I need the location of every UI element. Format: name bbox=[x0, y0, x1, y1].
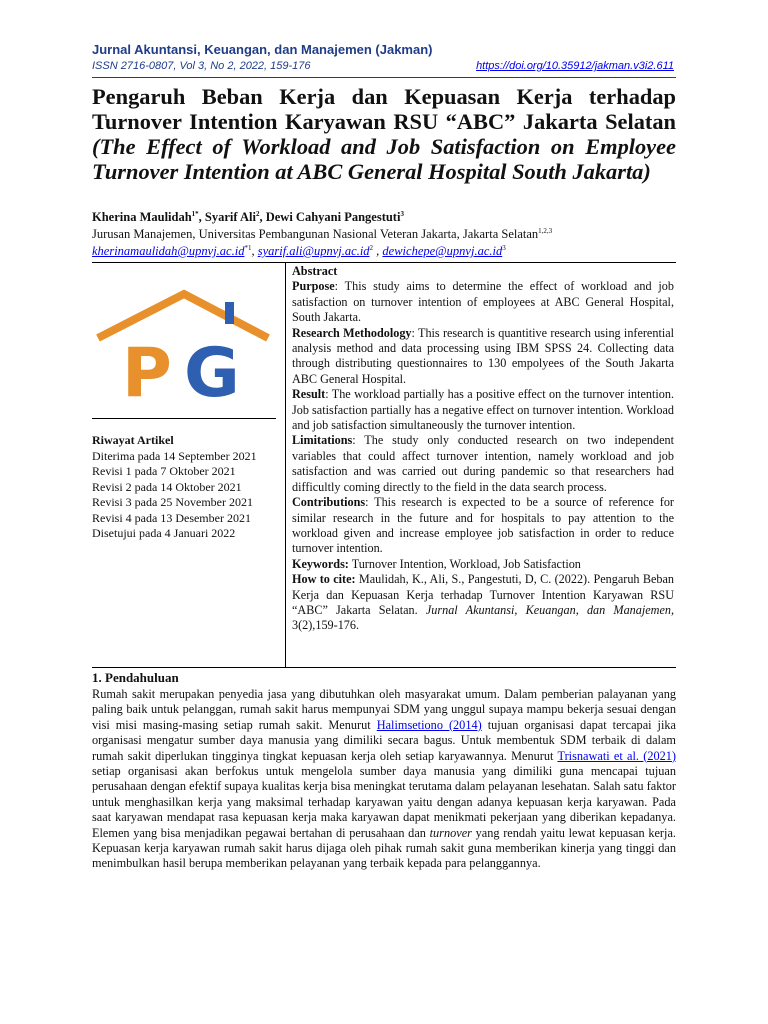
info-box-column-rule bbox=[285, 262, 286, 667]
text: : The study only conducted research on two independent variables that could affect turnover intention, namely workload and job satisfaction and was carried out during pandemic so that researchers had difficultly coming directly to the field in the data search process. bbox=[292, 433, 674, 494]
info-box-bottom-rule bbox=[92, 667, 676, 668]
affiliation-text: Jurusan Manajemen, Universitas Pembangunan Nasional Veteran Jakarta, Jakarta Selatan bbox=[92, 227, 539, 241]
info-box-top-rule bbox=[92, 262, 676, 263]
abstract-method bbox=[292, 326, 674, 388]
author-name: Dewi Cahyani Pangestuti bbox=[265, 210, 401, 224]
article-title bbox=[92, 84, 676, 184]
abstract-contributions bbox=[292, 495, 674, 557]
logo-letter-p: P bbox=[122, 334, 172, 404]
text: tujuan organisasi dapat tercapai jika organisasi mengatur sumber daya manusia yang dimiliki secara bagus. Untuk membentuk SDM terbaik di dalam rumah sakit diperlukan tingginya tingkat kepuasan kerja oleh setiap karyawannya. Menurut bbox=[92, 717, 676, 763]
text: yang rendah yaitu lewat kepuasan kerja. Kepuasan kerja karyawan rumah sakit harus dijaga oleh pihak rumah sakit guna memberikan kinerja yang tinggi dan menimbulkan hasil berupa memberikan pelayanan yang terbaik kepada para pelanggannya. bbox=[92, 825, 676, 871]
logo-divider bbox=[92, 418, 276, 419]
section-paragraph bbox=[92, 687, 676, 872]
cite-journal: Jurnal Akuntansi, Keuangan, dan Manajemen, bbox=[425, 602, 674, 617]
label: Limitations bbox=[292, 433, 353, 448]
text: Rumah sakit merupakan penyedia jasa yang dibutuhkan oleh masyarakat umum. Dalam pemberian palayanan yang paling baik untuk pelanggan, rumah sakit harus mempunyai SDM yang unggul supaya mampu bekerja sesuai dengan visi misi masing-masing setiap rumah sakit. Menurut bbox=[92, 687, 676, 732]
affiliation-sup: 1,2,3 bbox=[538, 226, 553, 235]
history-heading: Riwayat Artikel bbox=[92, 433, 174, 447]
journal-name: Jurnal Akuntansi, Keuangan, dan Manajemen (Jakman) bbox=[92, 42, 433, 57]
history-item: Diterima pada 14 September 2021 bbox=[92, 448, 257, 463]
abstract-keywords bbox=[292, 557, 674, 572]
email-link[interactable]: dewichepe@upnvj.ac.id bbox=[382, 244, 503, 258]
history-item: Disetujui pada 4 Januari 2022 bbox=[92, 526, 236, 540]
abstract-purpose bbox=[292, 279, 674, 325]
abstract-result bbox=[292, 387, 674, 433]
history-item: Revisi 2 pada 14 Oktober 2021 bbox=[92, 479, 242, 494]
citation-link[interactable]: Halimsetiono (2014) bbox=[376, 717, 482, 732]
author-sup: 1* bbox=[191, 209, 199, 218]
article-history bbox=[92, 433, 257, 542]
separator: , bbox=[259, 210, 266, 224]
text: : This study aims to determine the effect of workload and job satisfaction on turnover intention of employees at ABC General Hospital, South Jakarta. bbox=[292, 279, 674, 325]
label: Contributions bbox=[292, 495, 366, 510]
history-item: Revisi 1 pada 7 Oktober 2021 bbox=[92, 464, 236, 478]
author-name: Kherina Maulidah bbox=[92, 210, 192, 224]
separator: , bbox=[198, 210, 205, 224]
abstract-limitations bbox=[292, 433, 674, 495]
email-sup: 3 bbox=[502, 243, 506, 252]
history-item: Revisi 4 pada 13 Desember 2021 bbox=[92, 510, 251, 525]
email-link[interactable]: syarif.ali@upnvj.ac.id bbox=[257, 244, 370, 258]
email-sup: 2 bbox=[369, 243, 374, 252]
author-emails bbox=[92, 244, 506, 259]
separator: , bbox=[251, 244, 258, 258]
text: 3(2),159-176. bbox=[292, 618, 360, 633]
author-list bbox=[92, 210, 404, 225]
author-sup: 2 bbox=[255, 209, 260, 218]
citation-link[interactable]: Trisnawati et al. (2021) bbox=[557, 748, 677, 763]
abstract-citation bbox=[292, 572, 674, 634]
section-heading: 1. Pendahuluan bbox=[92, 670, 179, 685]
issn-volume-info: ISSN 2716-0807, Vol 3, No 2, 2022, 159-176 bbox=[92, 60, 311, 72]
journal-logo bbox=[92, 288, 276, 404]
text: : The workload partially has a positive effect on the turnover intention. Job satisfaction partially has a negative effect on turnover intention. Workload and job satisfaction simultaneously the turnover intention. bbox=[292, 387, 674, 433]
author-sup: 3 bbox=[400, 209, 404, 218]
separator: , bbox=[373, 244, 383, 258]
abstract-heading: Abstract bbox=[292, 264, 338, 278]
title-indonesian: Pengaruh Beban Kerja dan Kepuasan Kerja terhadap Turnover Intention Karyawan RSU “ABC” Jakarta Selatan bbox=[92, 84, 676, 134]
text: : This research is quantitive research using inferential analysis method and data processing using IBM SPSS 24. Collecting data through distributing questionnaires to 130 empolyees of the South Jakarta ABC General Hospital. bbox=[292, 325, 675, 386]
label: Keywords: bbox=[292, 556, 349, 571]
label: How to cite: bbox=[292, 572, 356, 587]
text: Maulidah, K., Ali, S., Pangestuti, D, C. (2022). Pengaruh Beban Kerja dan Kepuasan Kerja terhadap Turnover Intention Karyawan RSU “ABC” Jakarta Selatan. bbox=[292, 572, 674, 617]
title-english: (The Effect of Workload and Job Satisfaction on Employee Turnover Intention at ABC General Hospital South Jakarta) bbox=[92, 134, 676, 184]
doi-link[interactable]: https://doi.org/10.35912/jakman.v3i2.611 bbox=[476, 60, 674, 72]
email-sup: *1 bbox=[244, 243, 252, 252]
abstract bbox=[292, 264, 674, 634]
label: Result bbox=[292, 387, 326, 402]
emphasis: turnover bbox=[429, 825, 472, 840]
house-roof-icon bbox=[98, 294, 268, 338]
text: Turnover Intention, Workload, Job Satisfaction bbox=[348, 556, 581, 571]
affiliation bbox=[92, 227, 552, 242]
logo-letter-g: G bbox=[184, 334, 240, 404]
text: setiap organisasi akan berfokus untuk mengelola sumber daya manusia yang dimiliki guna mencapai tujuan perusahaan dengan efektif supaya kualitas kerja bisa meningkat terutama dalam pelayanan lesehatan. Salah satu faktor untuk menghasilkan kerja yang maksimal terhadap karyawan yaitu dengan adanya kepuasan kerja karyawan. Pada saat karyawan mendapat rasa kepuasan kerja maka karyawan dapat menikmati pekerjaan yang diberikan kepadanya. Elemen yang bisa menjadikan pegawai bertahan di perusahaan dan bbox=[92, 764, 676, 840]
text: : This research is expected to be a source of reference for similar research in the future and for hospitals to pay attention to the workload given and increase employee job satisfaction in order to reduce turnover intention. bbox=[292, 495, 674, 556]
header-divider bbox=[92, 77, 676, 78]
email-link[interactable]: kherinamaulidah@upnvj.ac.id bbox=[92, 244, 245, 258]
history-item: Revisi 3 pada 25 November 2021 bbox=[92, 495, 253, 509]
label: Purpose bbox=[292, 279, 335, 294]
label: Research Methodology bbox=[292, 325, 412, 340]
author-name: Syarif Ali bbox=[204, 210, 256, 224]
